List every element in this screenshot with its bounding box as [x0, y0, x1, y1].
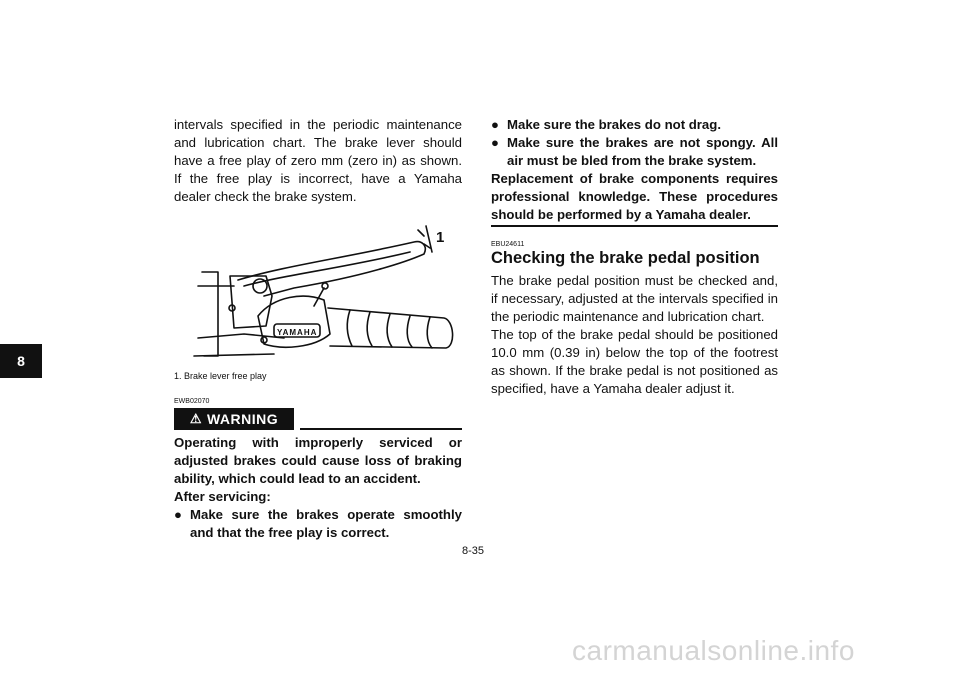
- bullet-not-spongy: [491, 134, 778, 170]
- figure-brand-label: YAMAHA: [277, 328, 318, 337]
- replacement-notice: Replacement of brake components requires professional knowledge. These procedures should be performed by a Yamaha dealer.: [491, 171, 778, 222]
- section-heading: Checking the brake pedal position: [491, 249, 760, 267]
- bullet-text: Make sure the brakes operate smoothly and that the free play is correct.: [190, 507, 462, 540]
- warning-triangle-icon: ⚠: [189, 411, 202, 426]
- warning-header: [174, 408, 462, 430]
- pedal-paragraph-2: The top of the brake pedal should be positioned 10.0 mm (0.39 in) below the top of the footrest as shown. If the brake pedal is not positioned as specified, have a Yamaha dealer adjust it.: [491, 327, 778, 396]
- left-column: [174, 116, 462, 542]
- bullet-dot-icon: ●: [174, 507, 182, 522]
- warning-rule: [300, 428, 462, 430]
- page-number: 8-35: [462, 545, 485, 557]
- bullet-dot-icon: ●: [491, 135, 499, 150]
- figure-callout-label: 1: [436, 229, 445, 246]
- figure-caption: 1. Brake lever free play: [174, 371, 267, 381]
- intro-paragraph: intervals specified in the periodic maintenance and lubrication chart. The brake lever should have a free play of zero mm (zero in) as shown. If the free play is incorrect, have a Yamaha dealer check the brake system.: [174, 117, 462, 204]
- warning-text: Operating with improperly serviced or adjusted brakes could cause loss of braking ability, which could lead to an accident.: [174, 435, 462, 486]
- pedal-paragraph-1: The brake pedal position must be checked and, if necessary, adjusted at the intervals specified in the periodic maintenance and lubrication chart.: [491, 273, 778, 324]
- after-servicing-heading: After servicing:: [174, 489, 271, 504]
- warning-badge: [174, 408, 294, 430]
- bullet-text: Make sure the brakes are not spongy. All air must be bled from the brake system.: [507, 135, 778, 168]
- warning-label: WARNING: [206, 411, 279, 427]
- bullet-no-drag: [491, 116, 778, 134]
- warning-code: EWB02070: [174, 398, 210, 405]
- watermark: carmanualsonline.info: [572, 635, 855, 666]
- bullet-dot-icon: ●: [491, 117, 499, 132]
- brake-lever-figure: [174, 216, 462, 366]
- brake-lever-illustration: [174, 216, 462, 366]
- bullet-smooth-operation: [174, 506, 462, 542]
- chapter-tab: 8: [0, 344, 42, 378]
- bullet-text: Make sure the brakes do not drag.: [507, 117, 721, 132]
- right-column: [491, 116, 778, 398]
- section-code: EBU24611: [491, 241, 525, 248]
